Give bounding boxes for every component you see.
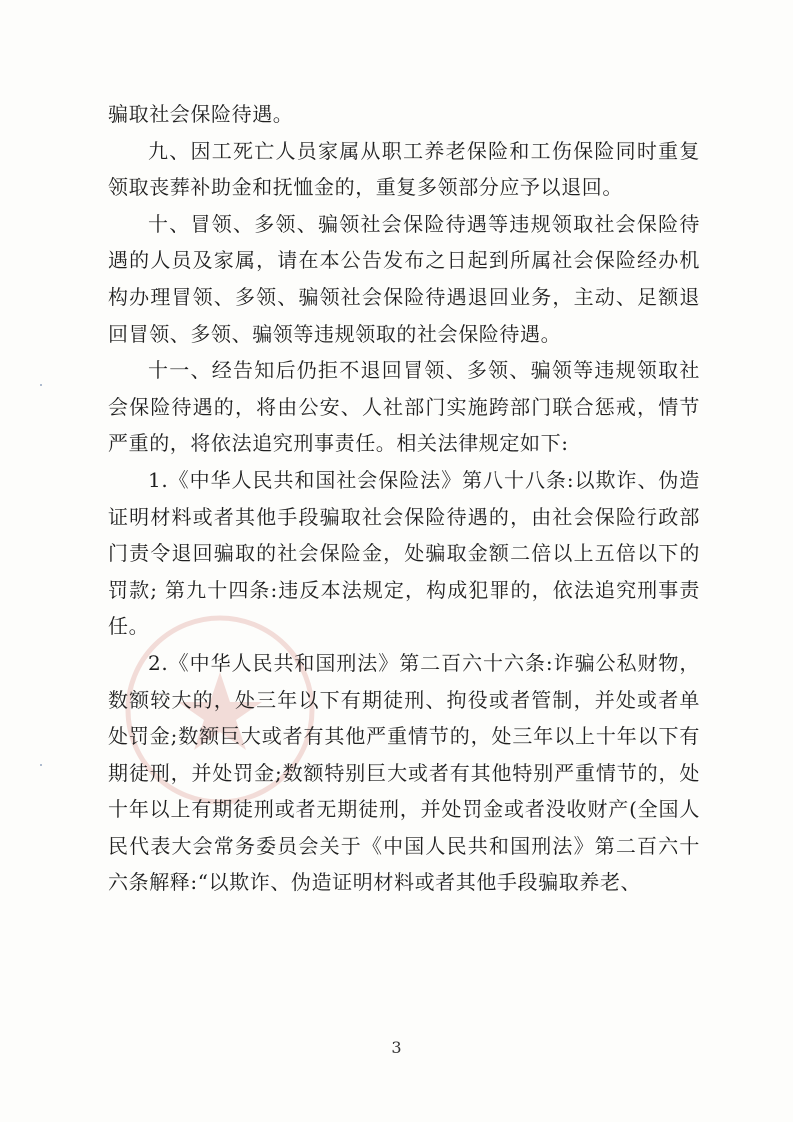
paragraph-item-9: 九、因工死亡人员家属从职工养老保险和工伤保险同时重复领取丧葬补助金和抚恤金的，重复多领部分应予以退回。	[108, 138, 700, 200]
paragraph-item-10: 十、冒领、多领、骗领社会保险待遇等违规领取社会保险待遇的人员及家属，请在本公告发布之日起到所属社会保险经办机构办理冒领、多领、骗领社会保险待遇退回业务，主动、足额退回冒领、多领、骗领等违规领取的社会保险待遇。	[108, 211, 700, 346]
paragraph-law-social-insurance: 1.《中华人民共和国社会保险法》第八十八条:以欺诈、伪造证明材料或者其他手段骗取社会保险待遇的，由社会保险行政部门责令退回骗取的社会保险金，处骗取金额二倍以上五倍以下的罚款; 第九十四条:违反本法规定，构成犯罪的，依法追究刑事责任。	[108, 467, 700, 639]
page-number: 3	[391, 1038, 402, 1057]
document-body	[108, 96, 700, 901]
scan-speck	[40, 384, 42, 386]
paragraph-continuation: 骗取社会保险待遇。	[108, 102, 294, 126]
paragraph-item-11: 十一、经告知后仍拒不退回冒领、多领、骗领等违规领取社会保险待遇的，将由公安、人社部门实施跨部门联合惩戒，情节严重的，将依法追究刑事责任。相关法律规定如下:	[108, 358, 700, 456]
scan-speck	[40, 764, 42, 766]
paragraph-law-criminal: 2.《中华人民共和国刑法》第二百六十六条:诈骗公私财物，数额较大的，处三年以下有期徒刑、拘役或者管制，并处或者单处罚金;数额巨大或者有其他严重情节的，处三年以上十年以下有期徒刑，并处罚金;数额特别巨大或者有其他特别严重情节的，处十年以上有期徒刑或者无期徒刑，并处罚金或者没收财产(全国人民代表大会常务委员会关于《中国人民共和国刑法》第二百六十六条解释:“以欺诈、伪造证明材料或者其他手段骗取养老、	[108, 650, 700, 895]
